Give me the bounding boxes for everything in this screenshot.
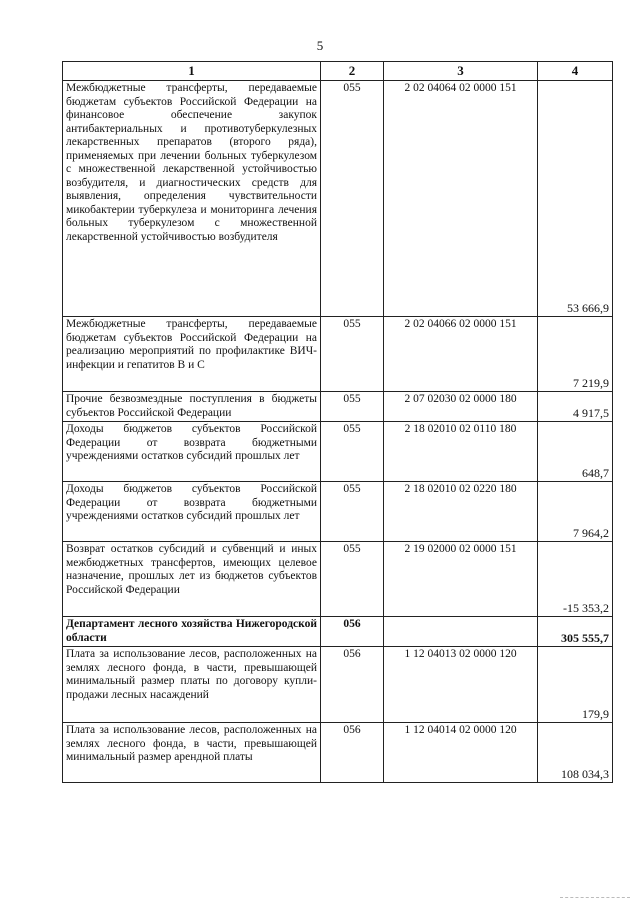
row-admin-code: 055 — [321, 542, 384, 617]
row-kbk: 2 02 04066 02 0000 151 — [384, 317, 538, 392]
row-kbk: 2 18 02010 02 0220 180 — [384, 482, 538, 542]
page-number: 5 — [316, 38, 324, 53]
row-kbk: 2 19 02000 02 0000 151 — [384, 542, 538, 617]
row-description: Межбюджетные трансферты, передаваемые бюджетам субъектов Российской Федерации на финансовое обеспечение закупок антибактериальных и противотуберкулезных лекарственных препаратов (второго ряда), применяемых при лечении больных туберкулезом с множественной лекарственной устойчивостью возбудителя, и диагностических средств для выявления, определения чувствительности микобактерии туберкулеза и мониторинга лечения больных туберкулезом с множественной лекарственной устойчивостью возбудителя — [63, 81, 321, 317]
table-row-department — [63, 617, 613, 647]
row-amount: 7 964,2 — [538, 482, 613, 542]
row-amount: -15 353,2 — [538, 542, 613, 617]
table-row — [63, 392, 613, 422]
row-description: Департамент лесного хозяйства Нижегородской области — [63, 617, 321, 647]
row-admin-code: 055 — [321, 317, 384, 392]
row-kbk: 1 12 04013 02 0000 120 — [384, 647, 538, 723]
table-row — [63, 81, 613, 317]
row-kbk: 2 18 02010 02 0110 180 — [384, 422, 538, 482]
header-row — [63, 62, 613, 81]
header-col-admin-code: 2 — [321, 62, 384, 81]
table-row — [63, 482, 613, 542]
header-col-amount: 4 — [538, 62, 613, 81]
row-kbk: 1 12 04014 02 0000 120 — [384, 723, 538, 783]
row-admin-code: 055 — [321, 422, 384, 482]
row-admin-code: 055 — [321, 482, 384, 542]
header-col-kbk: 3 — [384, 62, 538, 81]
row-amount: 4 917,5 — [538, 392, 613, 422]
row-admin-code: 055 — [321, 81, 384, 317]
table-row — [63, 723, 613, 783]
row-description: Возврат остатков субсидий и субвенций и иных межбюджетных трансфертов, имеющих целевое назначение, прошлых лет из бюджетов субъектов Российской Федерации — [63, 542, 321, 617]
row-kbk: 2 07 02030 02 0000 180 — [384, 392, 538, 422]
table-row — [63, 542, 613, 617]
header-col-description: 1 — [63, 62, 321, 81]
row-kbk: 2 02 04064 02 0000 151 — [384, 81, 538, 317]
row-amount: 305 555,7 — [538, 617, 613, 647]
row-description: Доходы бюджетов субъектов Российской Федерации от возврата бюджетными учреждениями остатков субсидий прошлых лет — [63, 422, 321, 482]
row-admin-code: 056 — [321, 617, 384, 647]
row-description: Межбюджетные трансферты, передаваемые бюджетам субъектов Российской Федерации на реализацию мероприятий по профилактике ВИЧ-инфекции и гепатитов В и С — [63, 317, 321, 392]
table-row — [63, 647, 613, 723]
scan-edge-mark — [560, 897, 630, 899]
row-amount: 648,7 — [538, 422, 613, 482]
row-kbk — [384, 617, 538, 647]
row-description: Прочие безвозмездные поступления в бюджеты субъектов Российской Федерации — [63, 392, 321, 422]
row-admin-code: 056 — [321, 723, 384, 783]
row-amount: 108 034,3 — [538, 723, 613, 783]
row-amount: 7 219,9 — [538, 317, 613, 392]
row-admin-code: 056 — [321, 647, 384, 723]
row-admin-code: 055 — [321, 392, 384, 422]
row-description: Доходы бюджетов субъектов Российской Федерации от возврата бюджетными учреждениями остатков субсидий прошлых лет — [63, 482, 321, 542]
table-row — [63, 422, 613, 482]
row-description: Плата за использование лесов, расположенных на землях лесного фонда, в части, превышающей минимальный размер арендной платы — [63, 723, 321, 783]
row-amount: 179,9 — [538, 647, 613, 723]
row-amount: 53 666,9 — [538, 81, 613, 317]
budget-table — [62, 61, 613, 783]
row-description: Плата за использование лесов, расположенных на землях лесного фонда, в части, превышающей минимальный размер платы по договору купли-продажи лесных насаждений — [63, 647, 321, 723]
table-row — [63, 317, 613, 392]
